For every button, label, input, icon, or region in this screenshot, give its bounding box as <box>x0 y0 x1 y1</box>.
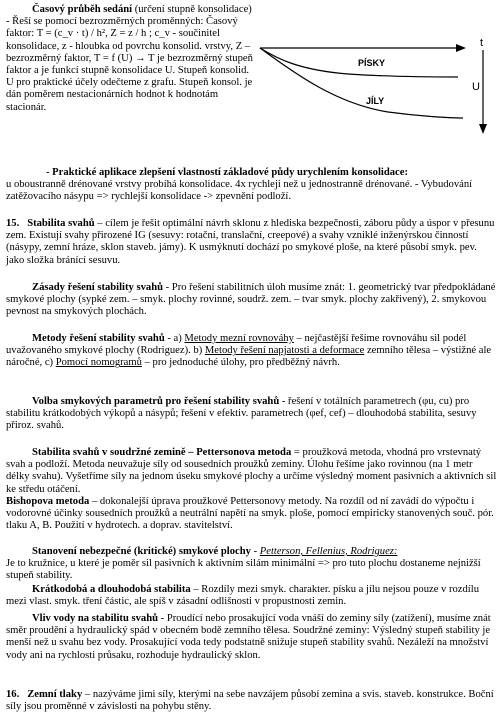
metody-nomograms: Pomocí nomogramů <box>55 357 142 369</box>
bishop-heading: Bishopova metoda <box>6 495 90 507</box>
consolidation-graph <box>258 28 498 146</box>
practical-paragraph <box>6 167 497 204</box>
intro-paragraph <box>6 4 254 114</box>
section-16-heading: Zemní tlaky <box>27 689 83 700</box>
metody-limit-equilibrium: Metody mezní rovnováhy <box>184 333 294 344</box>
stanoveni-text: Je to kružnice, u které je poměr sil pasivních k aktivním silám minimální => pro tuto plochu dostaneme nejnižší stupeň stability. <box>6 558 481 582</box>
axis-label-u: U <box>472 81 480 93</box>
soudrz-text: = proužková metoda, vhodná pro vrstevnatý svah a podloží. Metoda neuvažuje síly od sousedních proužků zeminy. Úlohu řešíme jako rovinnou (na 1 metr délky svahu). Vyšetříme síly na jednom úseku smykové plochy a určíme výsledný moment pasivních a aktivních sil ke středu otáčení. <box>6 447 497 495</box>
label-pisky: PÍSKY <box>358 58 386 68</box>
soudrz-heading: Stabilita svahů v soudržné zemině – Pettersonova metoda <box>32 447 292 458</box>
bishop-text: – dokonalejší úprava proužkové Pettersonovy metody. Na rozdíl od ní zavádí do výpočtu i vodorovné účinky sousedních proužků a neutrální napětí na smyk. ploše, pomocí empiricky stanovených souč. pór. tlaku A, B. Použití v hydrotech. a doprav. stavitelství. <box>6 495 494 532</box>
u-axis-arrow <box>479 124 487 134</box>
kratkodoba-paragraph <box>6 584 497 608</box>
axis-label-t: t <box>480 37 484 49</box>
label-jily: JÍLY <box>366 96 385 106</box>
zasady-heading: Zásady řešení stability svahů <box>32 282 163 293</box>
voda-heading: Vliv vody na stabilitu svahů <box>32 613 158 624</box>
kratkodoba-heading: Krátkodobá a dlouhodobá stabilita <box>32 584 191 595</box>
section-15 <box>6 218 497 267</box>
stanoveni-authors: Petterson, Fellenius, Rodriguez: <box>259 546 398 557</box>
section-16 <box>6 689 497 713</box>
stanoveni-paragraph: Stanovení nebezpečné (kritické) smykové plochy - Petterson, Fellenius, Rodriguez: Je to kružnice, u které je poměr sil pasivních k aktivním silám minimální => pro tuto plochu dostaneme nejnižší stupeň stability. <box>6 546 497 583</box>
voda-text: - Proudící nebo prosakující voda vnáší do zeminy síly (zatížení), musíme znát směr proudění a hydraulický spád v obecném bodě zemního tělesa. Soudržné zeminy: Výsledný stupeň stability je menší než u svahu bez vody. Prosakující voda tedy podstatně snižuje stupeň stability svahů. Nezáleží na množství vody ani na rychlosti průsaku, rozhoduje hydraulický sklon. <box>6 613 491 661</box>
section-15-text: – cílem je řešit optimální návrh sklonu z hlediska bezpečnosti, záboru půdy a úspor v přesunu zem. Existují svahy přirozené IG (sesuvy: rotační, translační, creepové) a svahy vzniklé inženýrskou činností (násypy, zemní hráze, sklon staveb. jámy). K usmýknutí dochází po smykové ploše, na které působí smyk. pev. jako složka bránící sesuvu. <box>6 218 495 266</box>
section-16-text: – nazýváme jimi síly, kterými na sebe navzájem působí zemina a svis. staveb. konstrukce. Boční síly jsou proměnné v závislosti na pohybu stěny. <box>6 689 494 713</box>
metody-paragraph: Metody řešení stability svahů - a) Metody mezní rovnováhy – nejčastější řešíme rovnováhu sil podél uvažovaného smykové plochy (Rodriguez). b) Metody řešení napjatosti a deformace zemního tělesa – výstižné ale náročné, c) Pomocí nomogramů – pro jednoduché úlohy, pro předběžný návrh. <box>6 333 492 369</box>
section-15-number: 15. <box>6 218 20 229</box>
intro-text: (určení stupně konsolidace) - Řeší se pomocí bezrozměrných proměnných: Časový faktor: T = (c_v · t) / h², Z = z / h ; c_v - součinitel konsolidace, z - hloubka od povrchu konsolid. vrstvy, Z – bezrozměrný faktor, T = f (U) → T je bezrozměrný stupeň faktor a je funkcí stupně konsolidace U. Stupeň konsolid. U pro praktické účely odečteme z grafu. Stupeň konsol. je dán poměrem nestacionárních hodnot k hodnotám stacionár. <box>6 4 253 113</box>
soudrz-paragraph <box>6 447 497 532</box>
practical-text: u oboustranně drénované vrstvy probíhá konsolidace. 4x rychleji než u jednostranně drénované. - Vybudování zatěžovacího násypu => rychlejší konsolidace -> zpevnění podloží. <box>6 179 473 203</box>
time-axis-arrow <box>456 44 466 52</box>
zasady-paragraph <box>6 282 497 319</box>
section-16-number: 16. <box>6 689 20 700</box>
stanoveni-heading: Stanovení nebezpečné (kritické) smykové plochy <box>32 546 251 557</box>
volba-heading: Volba smykových parametrů pro řešení stability svahů <box>32 396 280 407</box>
volba-paragraph <box>6 396 497 433</box>
voda-paragraph <box>6 613 497 662</box>
section-15-heading: Stabilita svahů <box>27 218 95 229</box>
intro-heading: Časový průběh sedání <box>32 4 133 15</box>
metody-heading: Metody řešení stability svahů <box>32 333 165 344</box>
metody-stress-deformation: Metody řešení napjatosti a deformace <box>204 345 365 357</box>
volba-text: - řešení v totálních parametrech (φu, cu) pro stabilitu krátkodobých výkopů a násypů; řešení v efektiv. parametrech (φef, cef) – dlouhodobá stabilita, sesuvy přiroz. svahů. <box>6 396 477 432</box>
zasady-text: - Pro řešení stabilitních úloh musíme znát: 1. geometrický tvar předpokládané smykové plochy (sypké zem. – smyk. plochy rovinné, soudrž. zem. – tvar smyk. plochy zakřivený), 2. smykovou pevnost na smykových plochách. <box>6 282 496 318</box>
kratkodoba-text: – Rozdíly mezi smyk. charakter. písku a jílu nejsou pouze v rozdílu mezi vlast. smyk. tření částic, ale spíš v zásadní odlišnosti v propustnosti zemin. <box>6 584 479 608</box>
practical-heading: - Praktické aplikace zlepšení vlastností základové půdy urychlením konsolidace: <box>46 167 408 178</box>
